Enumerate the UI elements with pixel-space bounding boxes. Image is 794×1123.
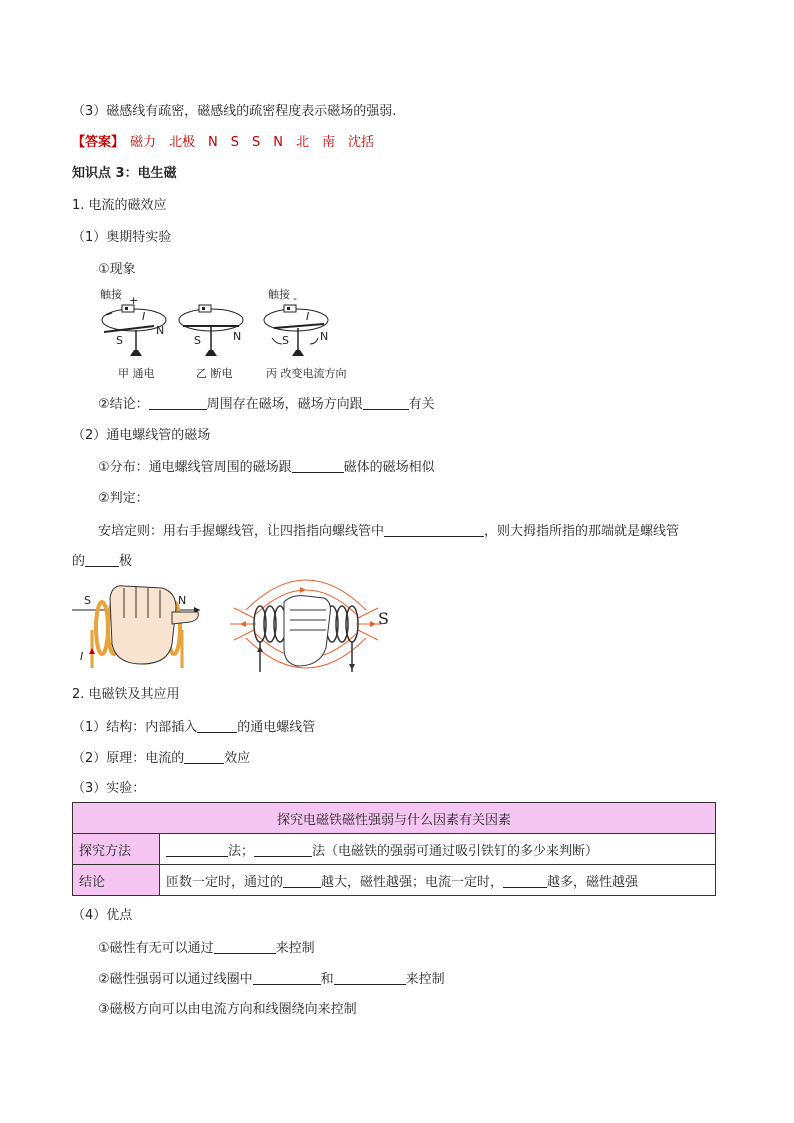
blank-table-conclusion-1[interactable] (283, 873, 321, 888)
table-conclusion-text-1: 匝数一定时，通过的 (166, 874, 284, 890)
subsection-solenoid: （2）通电螺线管的磁场 (72, 428, 211, 443)
experiment-label: （3）实验： (72, 781, 146, 796)
ampere-rule-text-3: 的 (72, 554, 86, 569)
advantage-2-text: ②磁性强弱可以通过线圈中 (98, 972, 253, 987)
blank-table-conclusion-2[interactable] (503, 873, 547, 888)
oersted-setup-3 (264, 305, 328, 356)
table-conclusion-text-2: 越大，磁性越强；电流一定时， (321, 874, 504, 890)
right-hand-rule-figure-2 (226, 574, 396, 674)
caption-powered: 甲 通电 (118, 367, 155, 380)
north-label-2: N (233, 330, 242, 343)
caption-reversed: 丙 改变电流方向 (266, 367, 347, 380)
current-label-1: I (142, 310, 146, 323)
blank-method-2[interactable] (254, 842, 312, 857)
structure-text: （1）结构：内部插入 (72, 720, 198, 735)
blank-principle[interactable] (184, 749, 224, 764)
blank-conclusion-1[interactable] (149, 395, 207, 410)
conclusion-end: 有关 (408, 397, 435, 412)
advantages-title: （4）优点 (72, 908, 133, 923)
advantage-2-end: 来控制 (405, 972, 445, 987)
distribution-end: 磁体的磁场相似 (343, 460, 435, 475)
touch-label-3: 触接 (268, 288, 290, 301)
distribution-line (98, 458, 435, 477)
touch-label-1: 触接 (100, 288, 122, 301)
minus-sign: - (293, 292, 297, 305)
principle-line (72, 749, 250, 768)
ampere-rule-end: 极 (119, 554, 133, 569)
experiment-table (72, 802, 716, 896)
judgement-label: ②判定： (98, 491, 149, 506)
blank-advantage-2a[interactable] (253, 970, 321, 985)
solenoid-current-label: I (80, 650, 84, 663)
blank-conclusion-2[interactable] (363, 395, 409, 410)
blank-advantage-1[interactable] (214, 939, 276, 954)
method-text-2: 法（电磁铁的强弱可通过吸引铁钉的多少来判断） (312, 843, 599, 859)
ampere-rule-line-2 (72, 552, 132, 571)
north-label-3: N (320, 330, 329, 343)
blank-advantage-2b[interactable] (334, 970, 406, 985)
current-label-3: I (306, 310, 310, 323)
advantage-1-end: 来控制 (275, 941, 315, 956)
advantage-1 (98, 939, 315, 958)
conclusion-line (98, 395, 435, 414)
answer-text: 磁力 北极 N S S N 北 南 沈括 (130, 135, 374, 150)
knowledge-point-title: 知识点 3：电生磁 (72, 166, 177, 181)
distribution-text: ①分布：通电螺线管周围的磁场跟 (98, 460, 292, 475)
line-density-note: （3）磁感线有疏密，磁感线的疏密程度表示磁场的强弱. (72, 104, 397, 119)
structure-line (72, 718, 315, 737)
section-1-title: 1. 电流的磁效应 (72, 198, 167, 213)
subsection-oersted: （1）奥期特实验 (72, 230, 172, 245)
solenoid-north-label: N (178, 594, 187, 607)
section-2-title: 2. 电磁铁及其应用 (72, 687, 180, 702)
ampere-rule-text-2: ，则大拇指所指的那端就是螺线管 (484, 524, 680, 539)
blank-structure[interactable] (197, 718, 237, 733)
principle-text: （2）原理：电流的 (72, 751, 185, 766)
conclusion-label-cell: 结论 (73, 865, 160, 896)
field-south-label: S (378, 609, 389, 628)
solenoid-south-label: S (84, 594, 91, 607)
oersted-figure (96, 286, 336, 366)
advantage-2 (98, 970, 445, 989)
table-conclusion-cell (160, 865, 716, 896)
south-label-1: S (116, 334, 123, 347)
blank-distribution[interactable] (292, 458, 344, 473)
blank-ampere-1[interactable] (384, 522, 484, 537)
right-hand-rule-figure-1 (72, 578, 202, 672)
conclusion-label: ②结论： (98, 397, 149, 412)
advantage-2-and: 和 (320, 972, 334, 987)
table-title: 探究电磁铁磁性强弱与什么因素有关因素 (73, 803, 716, 834)
advantage-1-text: ①磁性有无可以通过 (98, 941, 214, 956)
method-cell (160, 834, 716, 865)
caption-unpowered: 乙 断电 (196, 367, 233, 380)
south-label-2: S (194, 334, 201, 347)
south-label-3: S (282, 334, 289, 347)
answer-tag: 【答案】 (72, 135, 125, 150)
conclusion-text: 周围存在磁场，磁场方向跟 (206, 397, 363, 412)
method-label: 探究方法 (73, 834, 160, 865)
blank-ampere-2[interactable] (85, 552, 119, 567)
ampere-rule-text: 安培定则：用右手握螺线管，让四指指向螺线管中 (98, 524, 385, 539)
principle-end: 效应 (224, 751, 251, 766)
phenomenon-label: ①现象 (98, 262, 136, 277)
structure-end: 的通电螺线管 (237, 720, 316, 735)
plus-sign: + (129, 294, 139, 307)
north-label-1: N (156, 324, 165, 337)
table-conclusion-text-3: 越多，磁性越强 (547, 874, 639, 890)
answer-line (72, 134, 374, 152)
ampere-rule-line (98, 522, 679, 541)
blank-method-1[interactable] (166, 842, 228, 857)
method-text-1: 法； (228, 843, 255, 859)
advantage-3: ③磁极方向可以由电流方向和线圈绕向来控制 (98, 1002, 357, 1017)
